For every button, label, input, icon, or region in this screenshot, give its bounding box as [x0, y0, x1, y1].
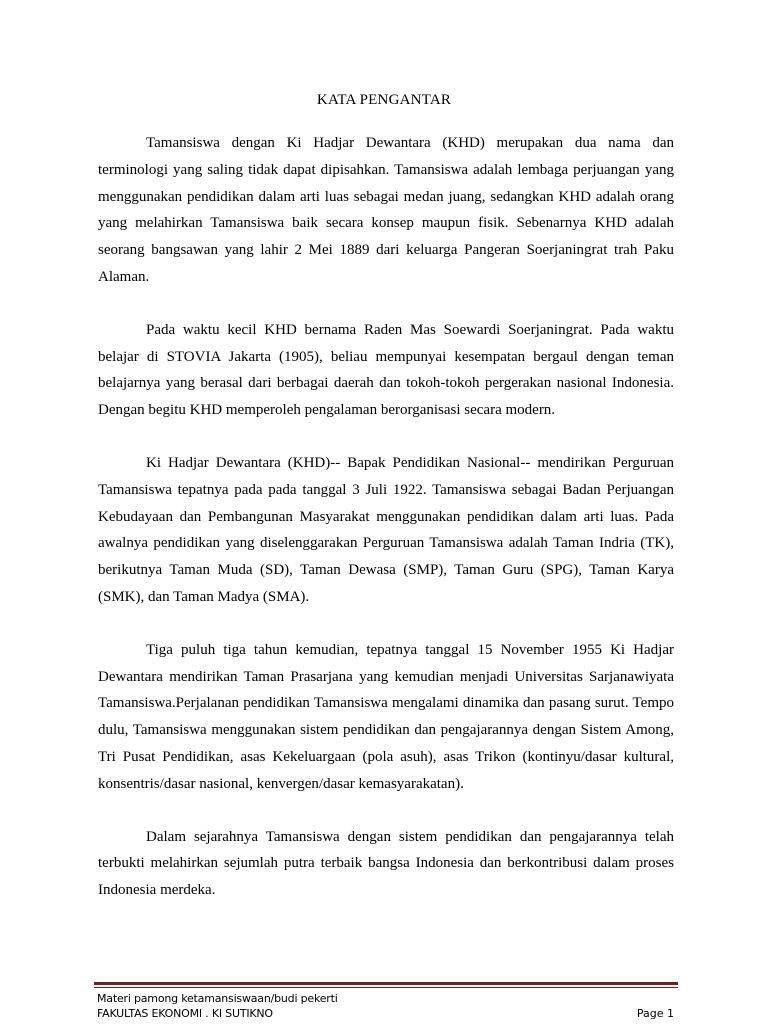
footer-course-label: Materi pamong ketamansiswaan/budi pekerti — [97, 992, 338, 1005]
paragraph: Tamansiswa dengan Ki Hadjar Dewantara (KHD) merupakan dua nama dan terminologi yang saling tidak dapat dipisahkan. Tamansiswa adalah lembaga perjuangan yang menggunakan pendidikan dalam arti luas sebagai medan juang, sedangkan KHD adalah orang yang melahirkan Tamansiswa baik secara konsep maupun fisik. Sebenarnya KHD adalah seorang bangsawan yang lahir 2 Mei 1889 dari keluarga Pangeran Soerjaningrat trah Paku Alaman. — [98, 135, 674, 285]
footer-rule — [94, 982, 678, 985]
document-body — [98, 130, 674, 930]
page-title: KATA PENGANTAR — [316, 92, 452, 108]
footer-text — [97, 991, 338, 1021]
footer-faculty-label: FAKULTAS EKONOMI . KI SUTIKNO — [97, 1007, 273, 1020]
page-number: Page 1 — [636, 1007, 674, 1020]
paragraph: Ki Hadjar Dewantara (KHD)-- Bapak Pendidikan Nasional-- mendirikan Perguruan Tamansiswa tepatnya pada pada tanggal 3 Juli 1922. Tamansiswa sebagai Badan Perjuangan Kebudayaan dan Pembangunan Masyarakat menggunakan pendidikan dalam arti luas. Pada awalnya pendidikan yang diselenggarakan Perguruan Tamansiswa adalah Taman Indria (TK), berikutnya Taman Muda (SD), Taman Dewasa (SMP), Taman Guru (SPG), Taman Karya (SMK), dan Taman Madya (SMA). — [98, 454, 674, 605]
paragraph: Dalam sejarahnya Tamansiswa dengan sistem pendidikan dan pengajarannya telah terbukti melahirkan sejumlah putra terbaik bangsa Indonesia dan berkontribusi dalam proses Indonesia merdeka. — [98, 828, 674, 899]
footer-rule-thin — [94, 987, 678, 988]
paragraph: Pada waktu kecil KHD bernama Raden Mas Soewardi Soerjaningrat. Pada waktu belajar di STOVIA Jakarta (1905), beliau mempunyai kesempatan bergaul dengan teman belajarnya yang berasal dari berbagai daerah dan tokoh-tokoh pergerakan nasional Indonesia. Dengan begitu KHD memperoleh pengalaman berorganisasi secara modern. — [98, 321, 674, 419]
paragraph: Tiga puluh tiga tahun kemudian, tepatnya tanggal 15 November 1955 Ki Hadjar Dewantara mendirikan Taman Prasarjana yang kemudian menjadi Universitas Sarjanawiyata Tamansiswa.Perjalanan pendidikan Tamansiswa mengalami dinamika dan pasang surut. Tempo dulu, Tamansiswa menggunakan sistem pendidikan dan pengajarannya dengan Sistem Among, Tri Pusat Pendidikan, asas Kekeluargaan (pola asuh), asas Trikon (kontinyu/dasar kultural, konsentris/dasar nasional, kenvergen/dasar kemasyarakatan). — [98, 641, 674, 792]
